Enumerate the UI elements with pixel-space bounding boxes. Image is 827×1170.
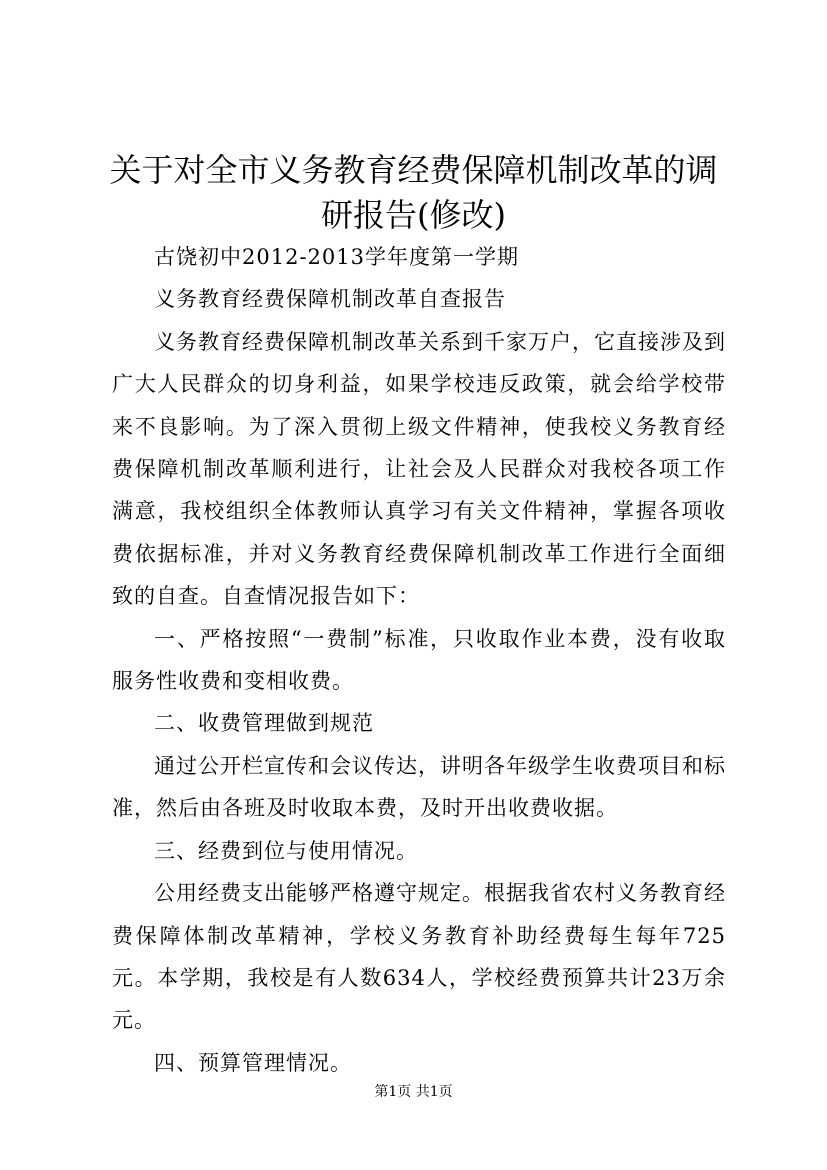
document-body (112, 236, 726, 1084)
paragraph-section-4-heading: 四、预算管理情况。 (154, 1050, 352, 1075)
page-footer: 第1页 共1页 (374, 1084, 453, 1100)
paragraph-section-2-heading: 二、收费管理做到规范 (154, 711, 374, 736)
paragraph-section-1: 一、严格按照“一费制”标准，只收取作业本费，没有收取服务性收费和变相收费。 (112, 626, 726, 694)
paragraph-school-term: 古饶初中2012-2013学年度第一学期 (154, 245, 519, 269)
paragraph-section-3-body: 公用经费支出能够严格遵守规定。根据我省农村义务教育经费保障体制改革精神，学校义务教育补助经费每生每年725元。本学期，我校是有人数634人，学校经费预算共计23万余元。 (112, 881, 726, 1033)
paragraph-intro: 义务教育经费保障机制改革关系到千家万户，它直接涉及到广大人民群众的切身利益，如果学校违反政策，就会给学校带来不良影响。为了深入贯彻上级文件精神，使我校义务教育经费保障机制改革顺利进行，让社会及人民群众对我校各项工作满意，我校组织全体教师认真学习有关文件精神，掌握各项收费依据标准，并对义务教育经费保障机制改革工作进行全面细致的自查。自查情况报告如下： (112, 329, 726, 609)
document-title: 关于对全市义务教育经费保障机制改革的调研报告(修改) (109, 151, 718, 234)
paragraph-report-title: 义务教育经费保障机制改革自查报告 (154, 287, 506, 312)
paragraph-section-2-body: 通过公开栏宣传和会议传达，讲明各年级学生收费项目和标准，然后由各班及时收取本费，及时开出收费收据。 (112, 753, 726, 821)
paragraph-section-3-heading: 三、经费到位与使用情况。 (154, 838, 418, 863)
